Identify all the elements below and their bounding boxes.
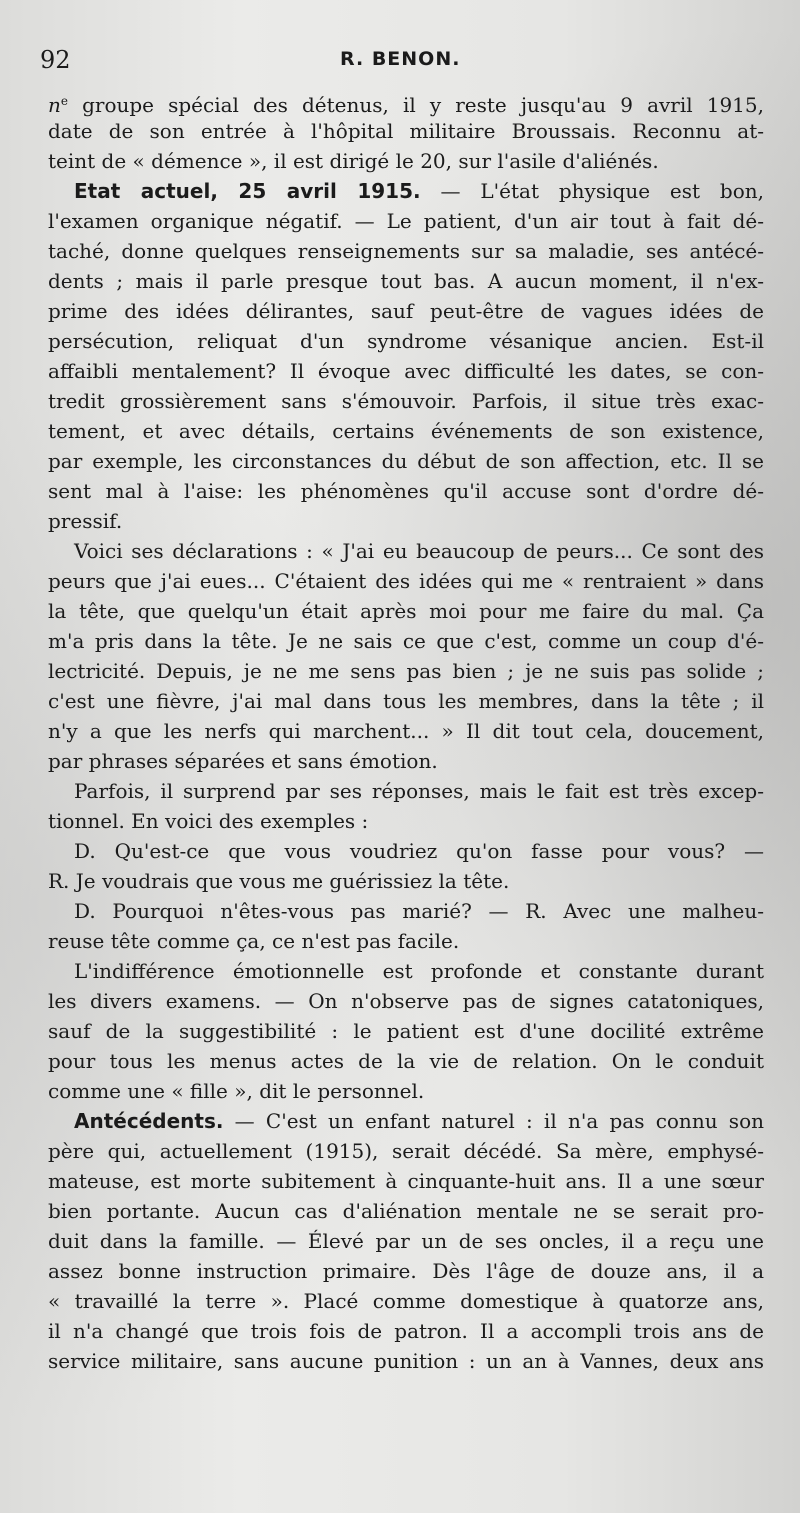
line-text: tionnel. En voici des exemples : [48,809,369,833]
text-line [48,1226,764,1256]
line-text: peurs que j'ai eues... C'étaient des idées qui me « rentraient » dans [48,569,764,593]
text-line [48,266,764,296]
line-text: sent mal à l'aise: les phénomènes qu'il accuse sont d'ordre dé- [48,479,764,503]
text-line [48,476,764,506]
body-text [48,86,764,1376]
line-text: persécution, reliquat d'un syndrome vésanique ancien. Est-il [48,329,764,353]
text-line [48,746,764,776]
line-text: Voici ses déclarations : « J'ai eu beaucoup de peurs... Ce sont des [74,539,764,563]
section-heading: Etat actuel, 25 avril 1915. [74,179,421,203]
line-text: taché, donne quelques renseignements sur sa maladie, ses antécé- [48,239,764,263]
text-line [48,206,764,236]
line-text: bien portante. Aucun cas d'aliénation mentale ne se serait pro- [48,1199,764,1223]
line-text: duit dans la famille. — Élevé par un de ses oncles, il a reçu une [48,1229,764,1253]
text-line [48,1196,764,1226]
line-text: D. Pourquoi n'êtes-vous pas marié? — R. Avec une malheu- [74,899,764,923]
line-text: service militaire, sans aucune punition : un an à Vannes, deux ans [48,1349,764,1373]
line-text: assez bonne instruction primaire. Dès l'âge de douze ans, il a [48,1259,764,1283]
line-text: date de son entrée à l'hôpital militaire Broussais. Reconnu at- [48,119,764,143]
text-line [48,986,764,1016]
line-text: dents ; mais il parle presque tout bas. A aucun moment, il n'ex- [48,269,764,293]
text-line [48,146,764,176]
text-line [48,326,764,356]
text-line [48,386,764,416]
text-line [48,836,764,866]
line-text: groupe spécial des détenus, il y reste jusqu'au 9 avril 1915, [68,93,764,117]
text-line [48,1076,764,1106]
text-line [48,416,764,446]
page-header [40,46,760,80]
text-line [48,956,764,986]
line-text: il n'a changé que trois fois de patron. Il a accompli trois ans de [48,1319,764,1343]
line-text: n'y a que les nerfs qui marchent... » Il dit tout cela, doucement, [48,719,764,743]
text-line [48,806,764,836]
line-text: pour tous les menus actes de la vie de relation. On le conduit [48,1049,764,1073]
text-line [48,566,764,596]
text-line [48,716,764,746]
text-line [48,116,764,146]
line-text: « travaillé la terre ». Placé comme domestique à quatorze ans, [48,1289,764,1313]
line-text: R. Je voudrais que vous me guérissiez la tête. [48,869,510,893]
text-line [48,446,764,476]
text-line [48,626,764,656]
section-heading: Antécédents. [74,1109,224,1133]
line-text: Parfois, il surprend par ses réponses, mais le fait est très excep- [74,779,764,803]
line-text: reuse tête comme ça, ce n'est pas facile. [48,929,460,953]
line-text: lectricité. Depuis, je ne me sens pas bien ; je ne suis pas solide ; [48,659,764,683]
line-text: pressif. [48,509,123,533]
line-text: tement, et avec détails, certains événements de son existence, [48,419,764,443]
text-line [48,176,764,206]
line-text: tredit grossièrement sans s'émouvoir. Parfois, il situe très exac- [48,389,764,413]
line-text: père qui, actuellement (1915), serait décédé. Sa mère, emphysé- [48,1139,764,1163]
line-text: teint de « démence », il est dirigé le 20, sur l'asile d'aliénés. [48,149,659,173]
text-line [48,236,764,266]
superscript: e [60,94,68,108]
text-line [48,866,764,896]
text-line [48,1016,764,1046]
line-text: la tête, que quelqu'un était après moi pour me faire du mal. Ça [48,599,764,623]
text-line [48,536,764,566]
line-text: par exemple, les circonstances du début de son affection, etc. Il se [48,449,764,473]
page-number: 92 [40,46,71,74]
text-line [48,506,764,536]
text-line [48,296,764,326]
line-text: c'est une fièvre, j'ai mal dans tous les membres, dans la tête ; il [48,689,764,713]
line-prefix: n [48,93,61,117]
text-line [48,86,764,116]
page-margin [0,1340,800,1513]
text-line [48,1136,764,1166]
line-text: L'indifférence émotionnelle est profonde et constante durant [74,959,764,983]
text-line [48,686,764,716]
line-text: l'examen organique négatif. — Le patient, d'un air tout à fait dé- [48,209,764,233]
text-line [48,1106,764,1136]
running-head: R. BENON. [340,48,461,70]
line-text: mateuse, est morte subitement à cinquante-huit ans. Il a une sœur [48,1169,764,1193]
line-text: les divers examens. — On n'observe pas de signes catatoniques, [48,989,764,1013]
text-line [48,776,764,806]
text-line [48,1286,764,1316]
text-line [48,596,764,626]
text-line [48,1166,764,1196]
line-text: affaibli mentalement? Il évoque avec difficulté les dates, se con- [48,359,764,383]
text-line [48,1046,764,1076]
line-text: — C'est un enfant naturel : il n'a pas connu son [223,1109,764,1133]
text-line [48,926,764,956]
line-text: par phrases séparées et sans émotion. [48,749,438,773]
text-line [48,1256,764,1286]
line-text: — L'état physique est bon, [420,179,765,203]
text-line [48,656,764,686]
line-text: prime des idées délirantes, sauf peut-être de vagues idées de [48,299,764,323]
line-text: sauf de la suggestibilité : le patient est d'une docilité extrême [48,1019,764,1043]
line-text: D. Qu'est-ce que vous voudriez qu'on fasse pour vous? — [74,839,764,863]
line-text: comme une « fille », dit le personnel. [48,1079,425,1103]
text-line [48,356,764,386]
text-line [48,896,764,926]
line-text: m'a pris dans la tête. Je ne sais ce que c'est, comme un coup d'é- [48,629,764,653]
